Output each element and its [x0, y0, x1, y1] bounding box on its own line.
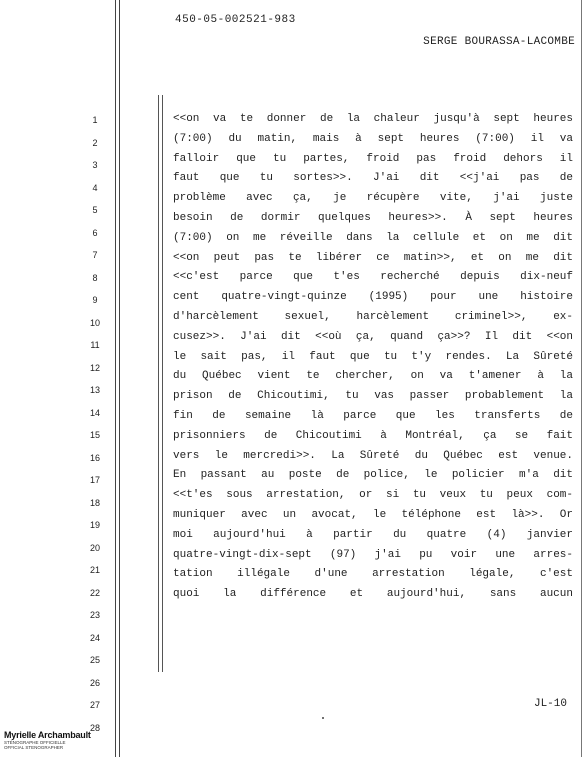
line-number: 4 [92, 182, 98, 193]
line-number: 13 [89, 385, 100, 395]
transcript-line: moi aujourd'hui à partir du quatre (4) janvier [173, 528, 573, 541]
line-number: 11 [90, 340, 100, 350]
margin-rule-inner [158, 95, 159, 672]
witness-name: SERGE BOURASSA-LACOMBE [423, 36, 575, 48]
stenographer-logo [4, 730, 114, 750]
transcript-line: fin de semaine là parce que les transferts de [173, 409, 573, 422]
scan-speck [322, 717, 324, 719]
line-number: 7 [92, 250, 98, 260]
line-number: 6 [92, 227, 98, 238]
margin-rule-right [581, 0, 582, 757]
transcript-line: d'harcèlement sexuel, harcèlement criminel>>, ex- [173, 310, 573, 323]
transcript-line: falloir que tu partes, froid pas froid dehors il [173, 152, 573, 165]
case-number: 450-05-002521-983 [175, 14, 296, 26]
page-id: JL-10 [533, 698, 567, 710]
transcript-line: (7:00) du matin, mais à sept heures (7:00) il va [173, 132, 573, 145]
line-number-column [80, 114, 110, 744]
line-number: 5 [92, 205, 98, 215]
transcript-line: faut que tu sortes>>. J'ai dit <<j'ai pas de [173, 172, 573, 185]
transcript-line: besoin de dormir quelques heures>>. À sept heures [173, 211, 573, 224]
line-number: 28 [89, 722, 100, 733]
transcript-line: muniquer avec un avocat, le téléphone est là>>. Or [173, 508, 573, 521]
margin-rule-outer [115, 0, 116, 757]
line-number: 26 [89, 677, 100, 688]
line-number: 19 [89, 520, 100, 530]
line-number: 16 [89, 452, 100, 463]
line-number: 15 [89, 430, 100, 440]
margin-rule-outer-double [119, 0, 120, 757]
line-number: 3 [92, 160, 98, 170]
line-number: 8 [92, 272, 98, 283]
line-number: 24 [89, 632, 100, 643]
transcript-line: tation illégale d'une arrestation légale, c'est [173, 568, 573, 581]
line-number: 18 [89, 497, 100, 508]
line-number: 23 [89, 610, 100, 620]
transcript-line: <<c'est parce que t'es recherché depuis dix-neuf [173, 271, 573, 284]
transcript-line: <<on va te donner de la chaleur jusqu'à sept heures [173, 113, 573, 125]
stenographer-title-fr: STÉNOGRAPHE OFFICIELLE [4, 740, 66, 745]
transcript-line: quoi la différence et aujourd'hui, sans aucun [173, 588, 573, 601]
line-number: 22 [89, 587, 100, 598]
transcript-line: problème avec ça, je récupère vite, j'ai juste [173, 192, 573, 205]
line-number: 1 [92, 115, 98, 125]
stenographer-title-en: OFFICIAL STENOGRAPHER [4, 745, 64, 750]
margin-rule-inner-double [162, 95, 163, 672]
transcript-line: prison de Chicoutimi, tu vas passer probablement la [173, 390, 573, 403]
transcript-line: quatre-vingt-dix-sept (97) j'ai pu voir une arres- [173, 548, 573, 561]
line-number: 2 [92, 137, 98, 148]
transcript-line: <<on peut pas te libérer ce matin>>, et on me dit [173, 251, 573, 264]
line-number: 21 [89, 565, 100, 575]
line-number: 10 [89, 317, 100, 328]
line-number: 9 [92, 295, 98, 305]
line-number: 14 [89, 407, 100, 418]
line-number: 17 [89, 475, 100, 485]
transcript-line: En passant au poste de police, le policier m'a dit [173, 469, 573, 482]
stenographer-name: Myrielle Archambault [4, 730, 91, 740]
transcript-line: le sait pas, il faut que tu t'y rendes. La Sûreté [173, 350, 573, 363]
line-number: 25 [89, 655, 100, 665]
line-number: 20 [89, 542, 100, 553]
transcript-line: du Québec vient te chercher, on va t'amener à la [173, 370, 573, 383]
transcript-text [173, 110, 573, 605]
line-number: 12 [89, 362, 100, 373]
transcript-line: <<t'es sous arrestation, or si tu veux tu peux com- [173, 489, 573, 502]
transcript-line: cusez>>. J'ai dit <<où ça, quand ça>>? Il dit <<on [173, 330, 573, 343]
transcript-line: (7:00) on me réveille dans la cellule et on me dit [173, 231, 573, 244]
transcript-line: vers le mercredi>>. La Sûreté du Québec est venue. [173, 449, 573, 462]
transcript-line: cent quatre-vingt-quinze (1995) pour une histoire [173, 291, 573, 304]
line-number: 27 [89, 700, 100, 710]
transcript-line: prisonniers de Chicoutimi à Montréal, ça se fait [173, 429, 573, 442]
